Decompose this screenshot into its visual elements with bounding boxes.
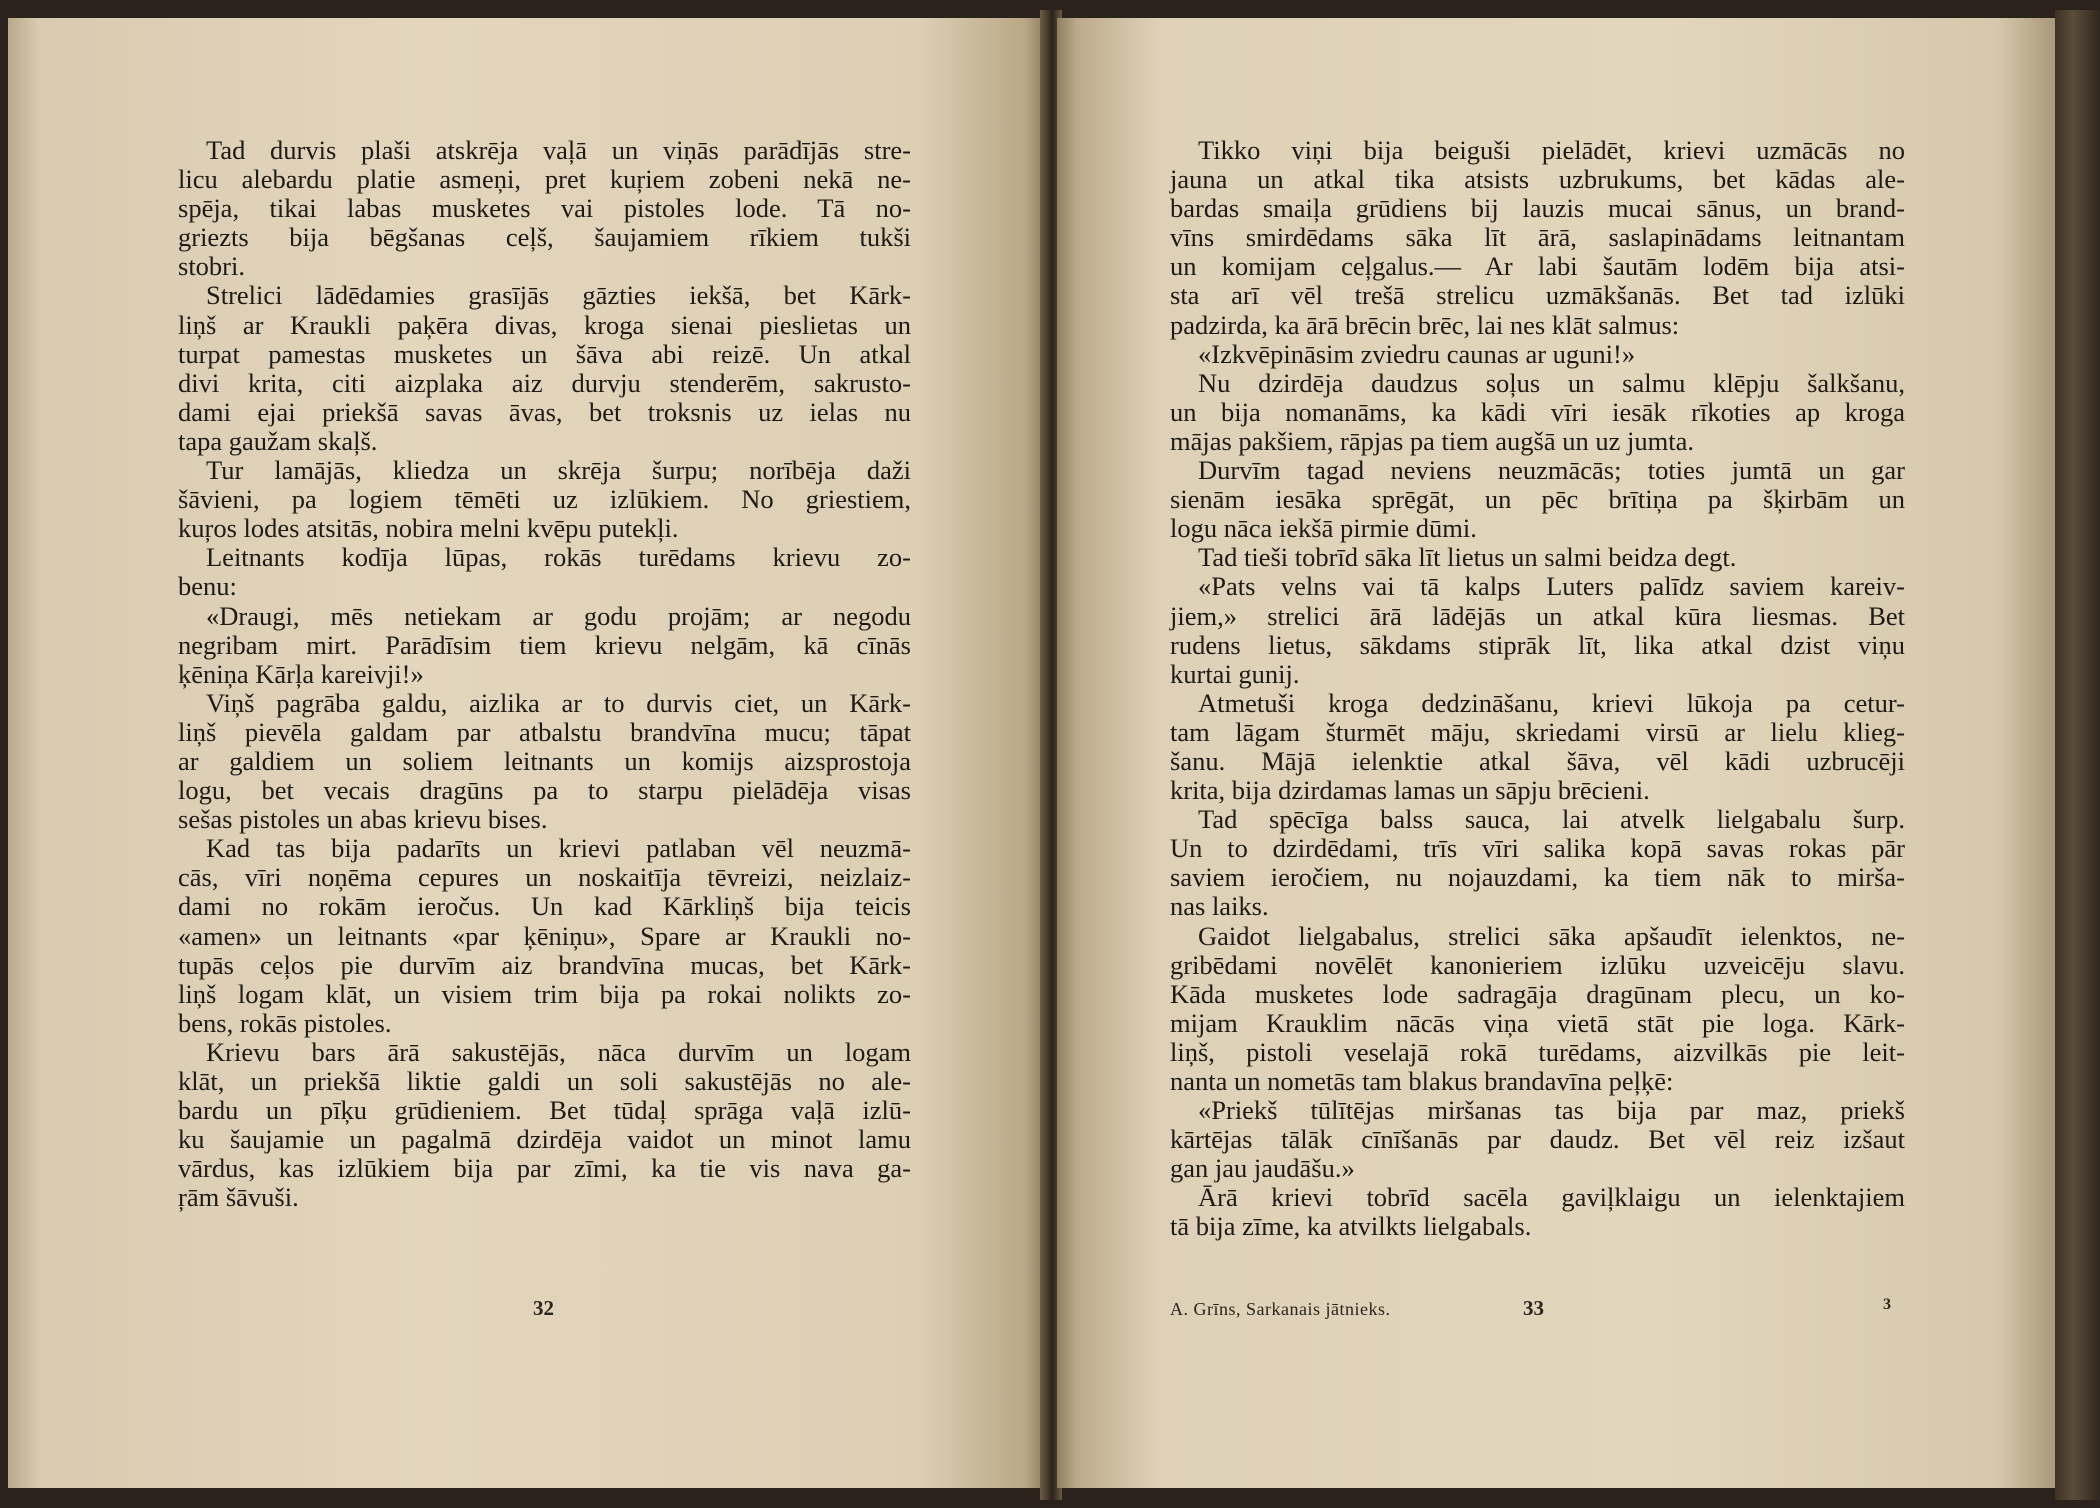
- paragraph: [1170, 340, 1905, 369]
- paragraph: [1170, 572, 1905, 688]
- text-line: šanu. Mājā ielenktie atkal šāva, vēl kādi uzbrucēji: [1170, 745, 1905, 776]
- right-page: [1057, 18, 2057, 1488]
- paragraph: [178, 136, 911, 281]
- text-line: vīns smirdēdams sāka līt ārā, saslapinādams leitnantam: [1170, 222, 1905, 253]
- text-line: sienām iesāka sprēgāt, un pēc brītiņa pa šķirbām un: [1170, 484, 1905, 515]
- text-line: dami no rokām ieročus. Un kad Kārkliņš bija teicis: [178, 891, 911, 922]
- text-line: mijam Krauklim nācās viņa vietā stāt pie loga. Kārk-: [1170, 1007, 1905, 1038]
- text-line: kuŗos lodes atsitās, nobira melni kvēpu putekļi.: [178, 513, 679, 544]
- text-line: Gaidot lielgabalus, strelici sāka apšaudīt ielenktos, ne-: [1198, 920, 1905, 951]
- book-cover-edge: [2055, 10, 2100, 1500]
- text-line: un bija nomanāms, ka kādi vīri iesāk rīkoties ap kroga: [1170, 396, 1905, 427]
- text-line: bens, rokās pistoles.: [178, 1007, 392, 1038]
- text-line: Viņš pagrāba galdu, aizlika ar to durvis ciet, un Kārk-: [206, 687, 911, 718]
- text-line: divi krita, citi aizplaka aiz durvju stenderēm, sakrusto-: [178, 367, 911, 398]
- text-line: griezts bija bēgšanas ceļš, šaujamiem rīkiem tukši: [178, 222, 911, 253]
- text-line: nanta un nometās tam blakus brandavīna peļķē:: [1170, 1066, 1674, 1096]
- text-line: jiem,» strelici ārā lādējās un atkal kūra liesmas. Bet: [1170, 600, 1905, 631]
- sheet-number: 3: [1883, 1296, 1891, 1313]
- text-line: Kāda musketes lode sadragāja dragūnam plecu, un ko-: [1170, 978, 1905, 1009]
- text-line: liņš, pistoli veselajā rokā turēdams, aizvilkās pie leit-: [1170, 1036, 1905, 1067]
- text-line: gribēdami novēlēt kanonieriem izlūku uzveicēju slavu.: [1170, 949, 1905, 980]
- text-line: nas laiks.: [1170, 891, 1269, 922]
- paragraph: [178, 602, 911, 689]
- book-signature: A. Grīns, Sarkanais jātnieks.: [1170, 1299, 1391, 1319]
- text-line: sešas pistoles un abas krievu bises.: [178, 804, 548, 835]
- text-line: krita, bija dzirdamas lamas un sāpju brēcieni.: [1170, 775, 1650, 806]
- text-line: liņš pievēla galdam par atbalstu brandvīna mucu; tāpat: [178, 716, 911, 747]
- paragraph: [1170, 136, 1905, 340]
- text-line: benu:: [178, 571, 237, 602]
- text-line: klāt, un priekšā liktie galdi un soli sakustējās no ale-: [178, 1066, 911, 1096]
- text-line: liņš logam klāt, un visiem trim bija pa rokai nolikts zo-: [178, 978, 911, 1009]
- text-line: stobri.: [178, 251, 245, 282]
- text-line: Strelici lādēdamies grasījās gāzties iekšā, bet Kārk-: [206, 280, 911, 311]
- text-line: licu alebardu platie asmeņi, pret kuŗiem zobeni nekā ne-: [178, 164, 911, 195]
- paragraph: [178, 456, 911, 543]
- text-line: Durvīm tagad neviens neuzmācās; toties jumtā un gar: [1198, 455, 1905, 486]
- text-line: kurtai gunij.: [1170, 658, 1300, 689]
- text-line: ŗām šāvuši.: [178, 1182, 299, 1213]
- text-line: Ārā krievi tobrīd sacēla gaviļklaigu un ielenktajiem: [1198, 1182, 1905, 1213]
- paragraph: [1170, 1096, 1905, 1183]
- text-line: jauna un atkal tika atsists uzbrukums, bet kādas ale-: [1170, 164, 1905, 195]
- text-line: «Draugi, mēs netiekam ar godu projām; ar negodu: [206, 600, 911, 631]
- paragraph: [178, 834, 911, 1038]
- paragraph: [1170, 689, 1905, 805]
- text-line: dami ejai priekšā savas āvas, bet troksnis uz ielas nu: [178, 396, 911, 427]
- text-line: Leitnants kodīja lūpas, rokās turēdams krievu zo-: [206, 542, 911, 573]
- paragraph: [178, 543, 911, 601]
- page-number: 33: [1523, 1296, 1544, 1320]
- text-line: «Priekš tūlītējas miršanas tas bija par maz, priekš: [1198, 1095, 1905, 1126]
- text-line: «Pats velns vai tā kalps Luters palīdz saviem kareiv-: [1198, 571, 1905, 602]
- text-line: padzirda, ka ārā brēcin brēc, lai nes klāt salmus:: [1170, 309, 1680, 340]
- text-line: mājas pakšiem, rāpjas pa tiem augšā un uz jumta.: [1170, 425, 1694, 456]
- text-line: un komijam ceļgalus.— Ar labi šautām lodēm bija atsi-: [1170, 251, 1905, 282]
- text-line: Nu dzirdēja daudzus soļus un salmu klēpju šalkšanu,: [1198, 367, 1905, 398]
- text-line: logu, bet vecais dragūns pa to starpu pielādēja visas: [178, 775, 911, 806]
- text-line: ku šaujamie un pagalmā dzirdēja vaidot un minot lamu: [178, 1124, 911, 1155]
- text-line: tam lāgam šturmēt māju, skriedami virsū ar lielu klieg-: [1170, 716, 1905, 747]
- text-line: logu nāca iekšā pirmie dūmi.: [1170, 513, 1477, 544]
- text-line: Tikko viņi bija beiguši pielādēt, krievi uzmācās no: [1198, 135, 1905, 165]
- paragraph: [1170, 543, 1905, 572]
- text-line: rudens lietus, sākdams stiprāk līt, lika atkal dzist viņu: [1170, 629, 1905, 660]
- text-line: tapa gaužam skaļš.: [178, 425, 378, 456]
- text-line: cās, vīri noņēma cepures un noskaitīja tēvreizi, neizlaiz-: [178, 862, 911, 893]
- text-line: «amen» un leitnants «par ķēniņu», Spare ar Kraukli no-: [178, 920, 911, 951]
- text-line: Krievu bars ārā sakustējās, nāca durvīm un logam: [206, 1036, 911, 1067]
- text-line: tupās ceļos pie durvīm aiz brandvīna mucas, bet Kārk-: [178, 949, 911, 980]
- text-line: saviem ieročiem, nu nojauzdami, ka tiem nāk to miršа-: [1170, 862, 1905, 893]
- text-line: šāvieni, pa logiem tēmēti uz izlūkiem. No griestiem,: [178, 484, 911, 515]
- text-line: Kad tas bija padarīts un krievi patlaban vēl neuzmā-: [206, 833, 911, 864]
- text-line: turpat pamestas musketes un šāva abi reizē. Un atkal: [178, 338, 911, 369]
- paragraph: [1170, 922, 1905, 1097]
- text-line: vārdus, kas izlūkiem bija par zīmi, ka tie vis nava ga-: [178, 1153, 911, 1184]
- text-line: bardu un pīķu grūdieniem. Bet tūdaļ sprāga vaļā izlū-: [178, 1095, 911, 1126]
- text-line: «Izkvēpināsim zviedru caunas ar uguni!»: [1198, 338, 1636, 369]
- text-line: Tur lamājās, kliedza un skrēja šurpu; norībēja daži: [206, 455, 911, 486]
- text-line: bardas smaiļa grūdiens bij lauzis mucai sānus, un brand-: [1170, 193, 1905, 224]
- left-page-text: [178, 136, 911, 1212]
- page-number: 32: [533, 1296, 554, 1320]
- text-line: ķēniņa Kārļa kareivji!»: [178, 658, 424, 689]
- paragraph: [178, 689, 911, 834]
- paragraph: [178, 281, 911, 456]
- paragraph: [178, 1038, 911, 1213]
- paragraph: [1170, 1183, 1905, 1241]
- paragraph: [1170, 456, 1905, 543]
- text-line: liņš ar Kraukli paķēra divas, kroga sienai pieslietas un: [178, 309, 911, 340]
- text-line: Un to dzirdēdami, trīs vīri salika kopā savas rokas pār: [1170, 833, 1905, 864]
- paragraph: [1170, 369, 1905, 456]
- text-line: sta arī vēl trešā strelicu uzmākšanās. Bet tad izlūki: [1170, 280, 1905, 311]
- text-line: kārtējas tālāk cīnīšanās par daudz. Bet vēl reiz izšaut: [1170, 1124, 1905, 1155]
- text-line: ar galdiem un soliem leitnants un komijs aizsprostoja: [178, 745, 911, 776]
- text-line: negribam mirt. Parādīsim tiem krievu nelgām, kā cīnās: [178, 629, 911, 660]
- text-line: Tad spēcīga balss sauca, lai atvelk lielgabalu šurp.: [1198, 804, 1905, 835]
- paragraph: [1170, 805, 1905, 921]
- text-line: tā bija zīme, ka atvilkts lielgabals.: [1170, 1211, 1532, 1242]
- left-page: [8, 18, 1045, 1488]
- text-line: gan jau jaudāšu.»: [1170, 1153, 1355, 1184]
- text-line: Tad tieši tobrīd sāka līt lietus un salmi beidza degt.: [1198, 542, 1737, 573]
- text-line: Tad durvis plaši atskrēja vaļā un viņās parādījās stre-: [206, 135, 911, 165]
- text-line: Atmetuši kroga dedzināšanu, krievi lūkoja pa cetur-: [1198, 687, 1905, 718]
- right-page-text: [1170, 136, 1905, 1242]
- text-line: spēja, tikai labas musketes vai pistoles lode. Tā no-: [178, 193, 911, 224]
